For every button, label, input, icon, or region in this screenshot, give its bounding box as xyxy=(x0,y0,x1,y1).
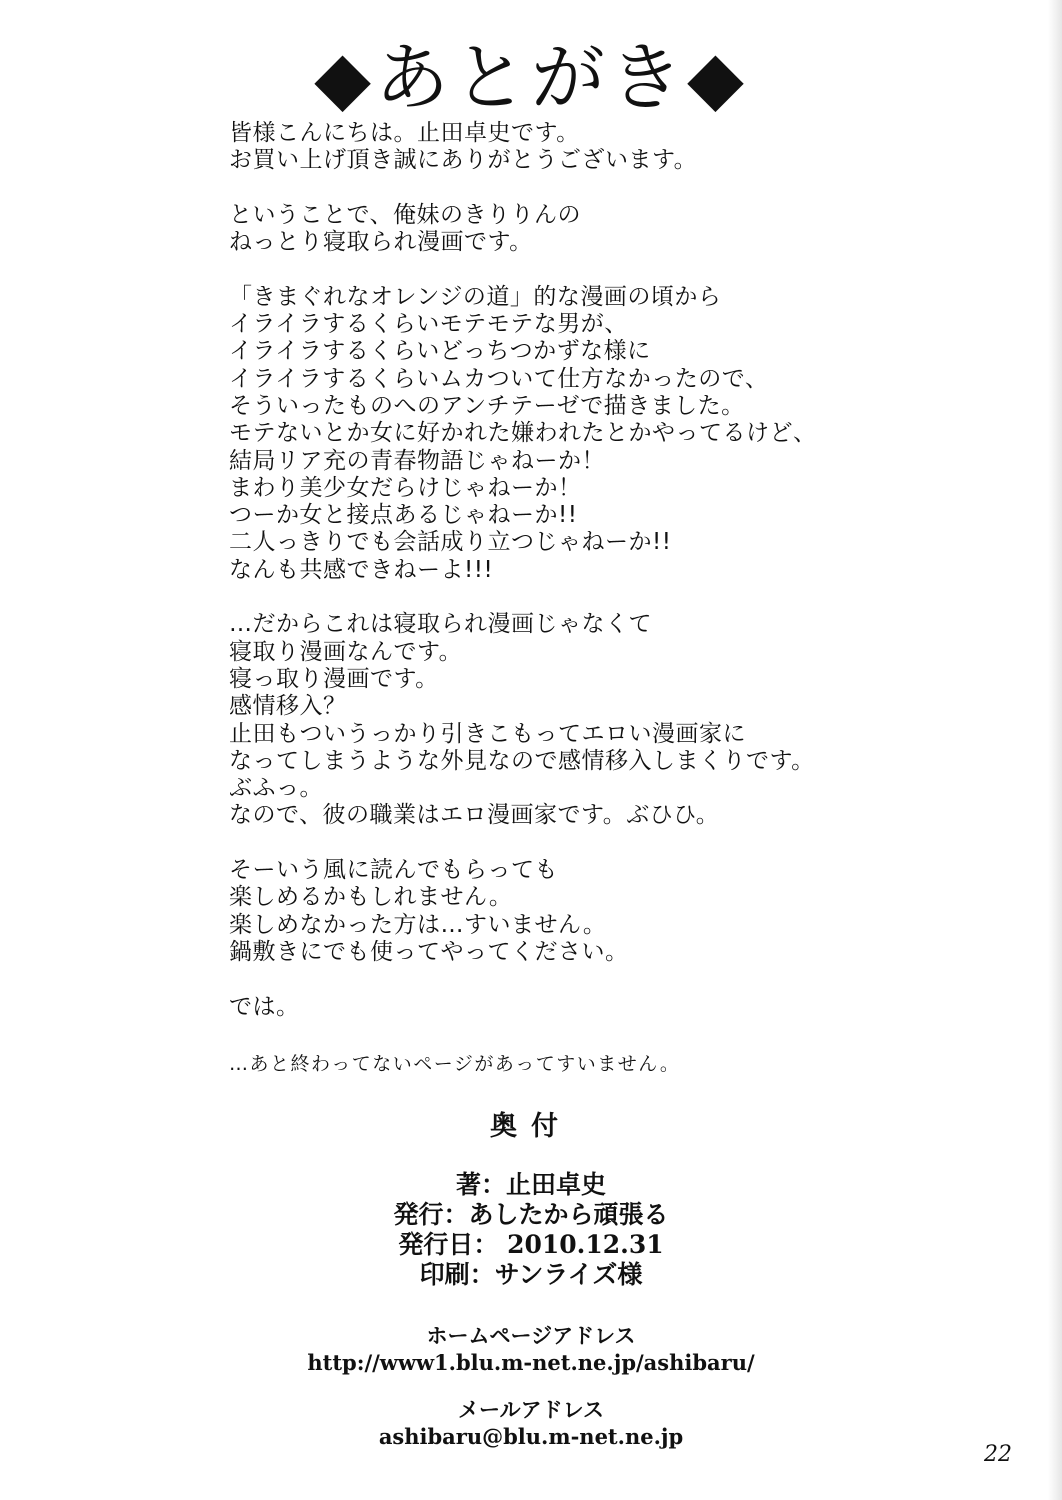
text-line: モテないとか女に好かれた嫌われたとかやってるけど、 xyxy=(229,420,817,447)
text-line: 止田もついうっかり引きこもってエロい漫画家に xyxy=(229,720,746,747)
text-line: 寝取り漫画なんです。 xyxy=(229,638,463,665)
contact-info xyxy=(0,1322,1062,1450)
footnote: …あと終わってないページがあってすいません。 xyxy=(229,1053,681,1075)
publish-date-line: 発行日： 2010.12.31 xyxy=(398,1230,664,1259)
mail-label: メールアドレス xyxy=(458,1397,604,1422)
text-line: ということで、俺妹のきりりんの xyxy=(229,201,582,228)
text-line: …だからこれは寝取られ漫画じゃなくて xyxy=(229,611,652,638)
text-line: そーいう風に読んでもらっても xyxy=(229,857,558,884)
paragraph xyxy=(229,284,1009,584)
paragraph xyxy=(229,611,1009,829)
afterword-title: ◆あとがき◆ xyxy=(314,35,748,121)
text-line: 「きまぐれなオレンジの道」的な漫画の頃から xyxy=(229,283,722,310)
text-line: ねっとり寝取られ漫画です。 xyxy=(229,229,533,256)
text-line: 楽しめるかもしれません。 xyxy=(229,884,513,911)
text-line: 鍋敷きにでも使ってやってください。 xyxy=(229,938,629,965)
text-line: 楽しめなかった方は…すいません。 xyxy=(229,911,607,938)
text-line: イライラするくらいモテモテな男が、 xyxy=(229,311,628,338)
text-line: イライラするくらいムカついて仕方なかったので、 xyxy=(229,365,769,392)
text-line: なってしまうような外見なので感情移入しまくりです。 xyxy=(229,747,815,774)
text-line: つーか女と接点あるじゃねーか!! xyxy=(229,502,578,529)
homepage-label: ホームページアドレス xyxy=(426,1323,636,1348)
text-line: 感情移入？ xyxy=(229,693,347,720)
text-line: 寝っ取り漫画です。 xyxy=(229,665,439,692)
paragraph xyxy=(229,120,1009,175)
text-line: 二人っきりでも会話成り立つじゃねーか!! xyxy=(229,529,672,556)
text-line: イライラするくらいどっちつかずな様に xyxy=(229,338,651,365)
text-line: 皆様こんにちは。止田卓史です。 xyxy=(229,120,580,146)
text-line: そういったものへのアンチテーゼで描きました。 xyxy=(229,392,745,419)
page-number: 22 xyxy=(984,1442,1012,1467)
paragraph xyxy=(229,857,1009,966)
mail-address: ashibaru@blu.m-net.ne.jp xyxy=(378,1424,684,1449)
text-line: なんも共感できねーよ!!! xyxy=(229,556,494,583)
afterword-body xyxy=(229,120,1009,1021)
text-line: お買い上げ頂き誠にありがとうございます。 xyxy=(229,147,698,174)
publisher-line: 発行：あしたから頑張る xyxy=(393,1200,669,1229)
author-line: 著：止田卓史 xyxy=(455,1170,606,1199)
text-line: 結局リア充の青春物語じゃねーか！ xyxy=(229,447,605,474)
colophon-title: 奥付 xyxy=(490,1111,572,1142)
paragraph xyxy=(229,994,1009,1021)
text-line: なので、彼の職業はエロ漫画家です。ぶひひ。 xyxy=(229,802,720,829)
printer-line: 印刷：サンライズ様 xyxy=(419,1260,643,1289)
paragraph xyxy=(229,202,1009,257)
text-line: まわり美少女だらけじゃねーか！ xyxy=(229,474,582,501)
text-line: ぶふっ。 xyxy=(229,775,323,802)
homepage-url: http://www1.blu.m-net.ne.jp/ashibaru/ xyxy=(307,1350,755,1375)
colophon-credits xyxy=(0,1170,1062,1290)
text-line: では。 xyxy=(229,993,300,1020)
